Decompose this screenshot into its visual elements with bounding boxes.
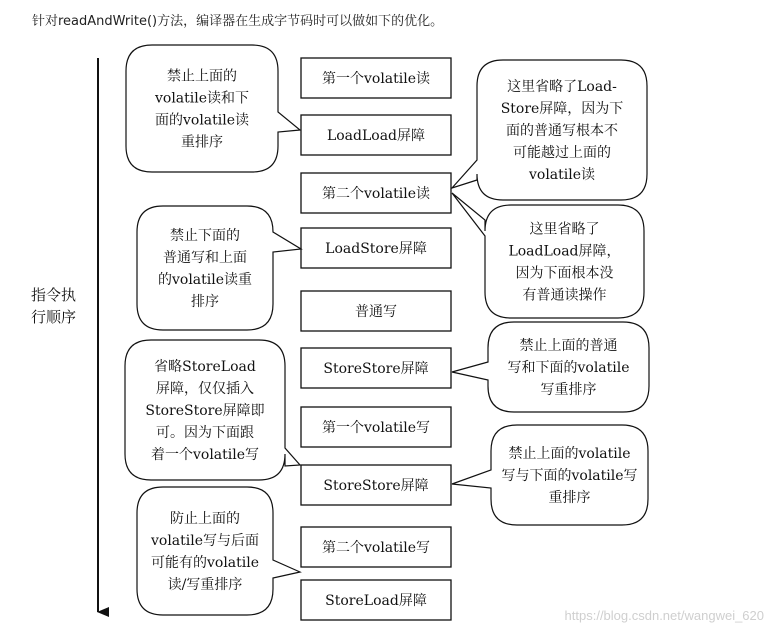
bubble-text-line: 禁止上面的 [167, 68, 237, 85]
bubble-text-line: 可能有的volatile [150, 555, 260, 571]
bubble-text-line: 因为下面根本没 [515, 265, 614, 282]
bubble-text-line: 有普通读操作 [522, 287, 607, 304]
bubble-text-line: 防止上面的 [170, 511, 240, 527]
bubble-text-line: 这里省略了Load- [507, 79, 617, 95]
right-comment-bubble [452, 425, 648, 525]
instruction-box-label: 普通写 [355, 304, 397, 320]
instruction-box [301, 465, 451, 505]
bubble-outline [137, 487, 300, 615]
instruction-box [301, 348, 451, 388]
bubble-text-line: volatile读 [528, 167, 596, 183]
instruction-box-label: 第一个volatile写 [321, 420, 431, 436]
instruction-box [301, 115, 451, 155]
bubble-text-line: 排序 [191, 294, 219, 310]
bubble-text-line: 禁止上面的volatile [508, 446, 631, 462]
axis-label-line-1: 指令执 [31, 286, 77, 304]
right-comment-bubble [452, 193, 644, 318]
instruction-box [301, 228, 451, 268]
bubble-text-line: 重排序 [181, 134, 223, 151]
bubble-text-line: 写与下面的volatile写 [501, 468, 638, 484]
bubble-text-line: volatile写与后面 [150, 533, 260, 549]
left-comment-bubble [137, 487, 300, 615]
instruction-box-label: StoreStore屏障 [323, 478, 429, 494]
instruction-box [301, 173, 451, 213]
bubble-text-line: StoreStore屏障即 [145, 403, 265, 419]
instruction-box [301, 291, 451, 331]
instruction-box-label: 第二个volatile写 [321, 540, 431, 556]
instruction-box-label: LoadStore屏障 [325, 241, 427, 257]
bubble-text-line: volatile读和下 [154, 90, 250, 107]
instruction-box-label: StoreStore屏障 [323, 361, 429, 377]
instruction-boxes [301, 58, 451, 620]
right-comment-bubble [452, 322, 649, 412]
instruction-box-label: 第一个volatile读 [321, 71, 431, 87]
instruction-box-label: StoreLoad屏障 [325, 593, 427, 609]
bubble-outline [137, 206, 301, 330]
left-comment-bubble [137, 206, 301, 330]
bubble-text-line: 可能越过上面的 [513, 145, 611, 161]
instruction-box-label: LoadLoad屏障 [326, 128, 426, 144]
bubble-text-line: 禁止上面的普通 [519, 338, 618, 354]
bubble-text-line: 屏障，仅仅插入 [156, 381, 254, 397]
bubble-text-line: 写重排序 [540, 382, 597, 398]
instruction-box-label: 第二个volatile读 [321, 186, 431, 202]
bubble-text-line: 普通写和上面 [163, 250, 247, 266]
intro-text: 针对readAndWrite()方法，编译器在生成字节码时可以做如下的优化。 [32, 14, 444, 29]
bubble-text-line: 的volatile读重 [157, 272, 253, 288]
instruction-box [301, 527, 451, 567]
bubble-text-line: 禁止下面的 [170, 228, 240, 244]
bubble-text-line: LoadLoad屏障， [508, 243, 621, 260]
bubble-text-line: Store屏障，因为下 [500, 101, 624, 117]
bubble-text-line: 面的volatile读 [154, 112, 250, 129]
instruction-box [301, 580, 451, 620]
bubble-text-line: 读/写重排序 [167, 577, 243, 593]
instruction-box [301, 58, 451, 98]
instruction-box [301, 407, 451, 447]
left-comment-bubble [126, 45, 300, 172]
bubble-text-line: 着一个volatile写 [150, 447, 260, 463]
bubble-text-line: 省略StoreLoad [154, 359, 256, 375]
watermark: https://blog.csdn.net/wangwei_620 [564, 608, 764, 623]
axis-label-line-2: 行顺序 [31, 308, 77, 326]
bubble-text-line: 面的普通写根本不 [506, 123, 618, 139]
bubble-outline [126, 45, 300, 172]
right-comment-bubble [452, 60, 647, 200]
bubble-text-line: 重排序 [548, 490, 591, 506]
bubble-text-line: 可。因为下面跟 [156, 425, 254, 441]
bubble-text-line: 写和下面的volatile [507, 360, 630, 376]
left-comment-bubble [125, 340, 300, 480]
bubble-text-line: 这里省略了 [529, 221, 600, 238]
